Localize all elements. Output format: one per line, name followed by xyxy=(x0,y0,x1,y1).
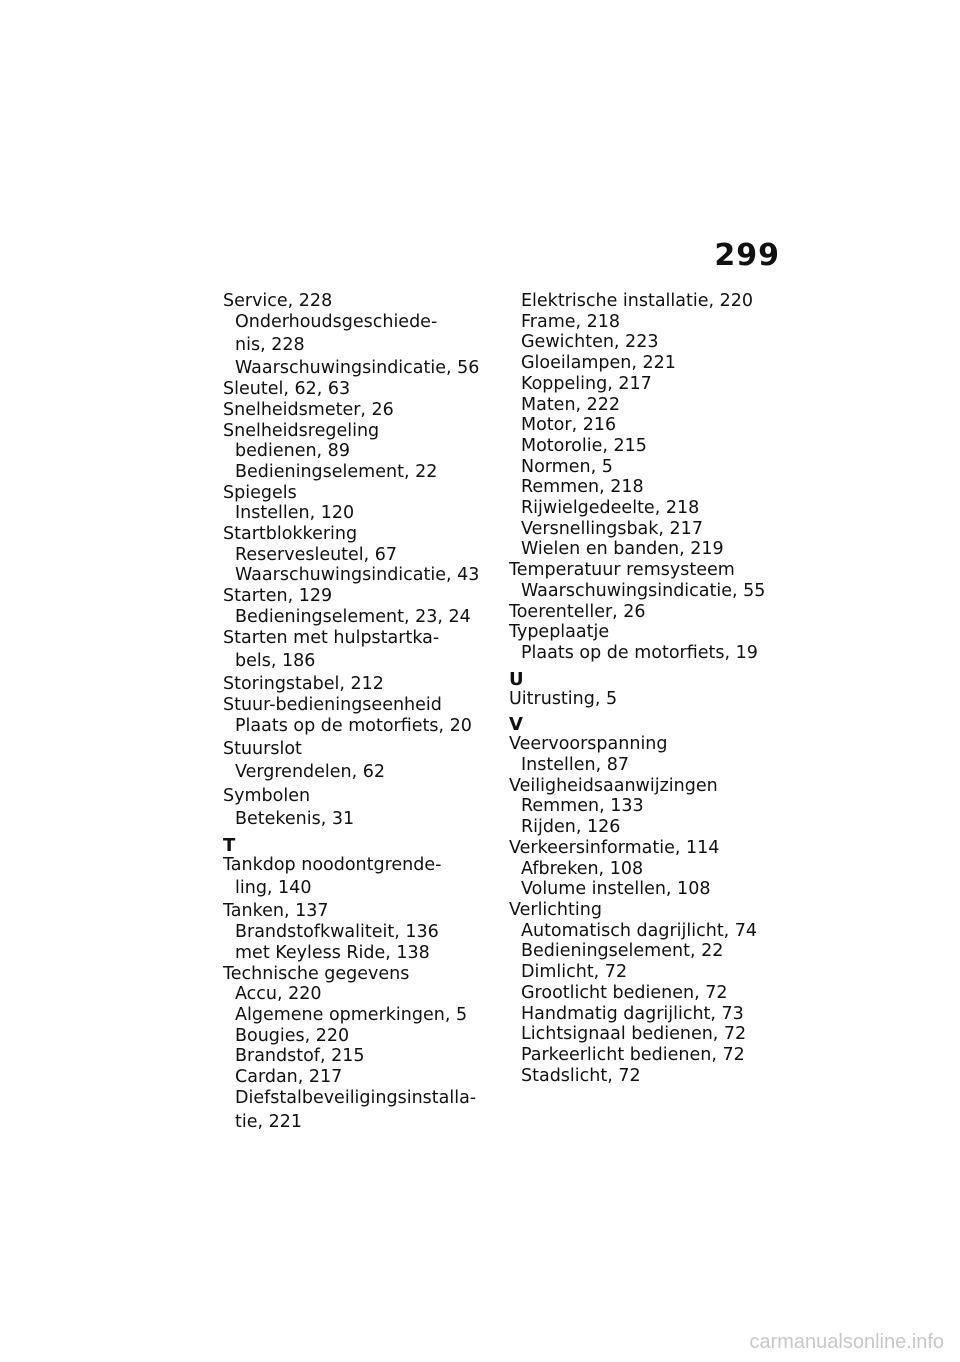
index-subentry: ling, 140 xyxy=(235,878,312,899)
index-entry: Uitrusting, 5 xyxy=(509,688,618,709)
index-subentry: met Keyless Ride, 138 xyxy=(235,942,430,963)
index-subentry: Parkeerlicht bedienen, 72 xyxy=(521,1044,745,1065)
index-column-left xyxy=(223,291,503,1135)
index-subentry: bedienen, 89 xyxy=(235,441,350,462)
index-subentry: Bougies, 220 xyxy=(235,1025,350,1046)
index-subentry: Bedieningselement, 22 xyxy=(235,461,438,482)
index-entry: Veervoorspanning xyxy=(509,734,668,755)
index-subentry: Bedieningselement, 23, 24 xyxy=(235,606,471,627)
index-entry: Sleutel, 62, 63 xyxy=(223,379,351,400)
index-subentry: Wielen en banden, 219 xyxy=(521,539,724,560)
index-entry: Verkeersinformatie, 114 xyxy=(509,837,720,858)
index-subentry: Cardan, 217 xyxy=(235,1067,343,1088)
index-subentry: Betekenis, 31 xyxy=(235,809,355,830)
index-subentry: Bedieningselement, 22 xyxy=(521,941,724,962)
index-entry: Stuurslot xyxy=(223,739,302,760)
index-subentry: Vergrendelen, 62 xyxy=(235,762,386,783)
index-subentry: Dimlicht, 72 xyxy=(521,962,628,983)
index-entry: Snelheidsregeling xyxy=(223,420,380,441)
index-subentry: Instellen, 87 xyxy=(521,755,629,776)
index-subentry: Lichtsignaal bedienen, 72 xyxy=(521,1024,747,1045)
index-subentry: Waarschuwingsindicatie, 56 xyxy=(235,358,480,379)
index-subentry: Algemene opmerkingen, 5 xyxy=(235,1004,468,1025)
index-subentry: Automatisch dagrijlicht, 74 xyxy=(521,920,758,941)
index-entry: Storingstabel, 212 xyxy=(223,674,384,695)
index-subentry: Maten, 222 xyxy=(521,394,621,415)
index-entry: Toerenteller, 26 xyxy=(509,601,646,622)
index-subentry: Accu, 220 xyxy=(235,984,322,1005)
index-subentry: Gewichten, 223 xyxy=(521,332,659,353)
index-entry: Technische gegevens xyxy=(223,963,410,984)
index-letter-heading: V xyxy=(509,714,523,736)
index-entry: Verlichting xyxy=(509,899,602,920)
index-letter-heading: T xyxy=(223,834,236,856)
index-subentry: Volume instellen, 108 xyxy=(521,879,711,900)
index-subentry: Waarschuwingsindicatie, 43 xyxy=(235,565,480,586)
index-subentry: Remmen, 218 xyxy=(521,477,644,498)
index-subentry: Koppeling, 217 xyxy=(521,373,652,394)
index-subentry: Diefstalbeveiligingsinstalla- xyxy=(235,1087,477,1108)
index-subentry: Plaats op de motorfiets, 20 xyxy=(235,715,472,736)
index-entry: Spiegels xyxy=(223,482,297,503)
index-subentry: Handmatig dagrijlicht, 73 xyxy=(521,1003,744,1024)
index-column-right xyxy=(509,291,779,1086)
index-subentry: Instellen, 120 xyxy=(235,503,355,524)
index-subentry: Frame, 218 xyxy=(521,311,621,332)
index-subentry: Brandstofkwaliteit, 136 xyxy=(235,922,439,943)
index-entry: Temperatuur remsysteem xyxy=(509,560,735,581)
index-subentry: Normen, 5 xyxy=(521,456,613,477)
index-subentry: Elektrische installatie, 220 xyxy=(521,291,754,311)
index-subentry: Brandstof, 215 xyxy=(235,1046,365,1067)
index-entry: Startblokkering xyxy=(223,524,358,545)
index-subentry: Grootlicht bedienen, 72 xyxy=(521,982,728,1003)
index-subentry: Plaats op de motorfiets, 19 xyxy=(521,642,758,663)
index-entry: Service, 228 xyxy=(223,291,333,311)
index-subentry: Rijden, 126 xyxy=(521,817,621,838)
index-subentry: Motor, 216 xyxy=(521,415,617,436)
index-subentry: Waarschuwingsindicatie, 55 xyxy=(521,580,766,601)
index-subentry: nis, 228 xyxy=(235,335,305,356)
index-subentry: Onderhoudsgeschiede- xyxy=(235,311,438,332)
index-subentry: Stadslicht, 72 xyxy=(521,1065,641,1086)
index-subentry: Motorolie, 215 xyxy=(521,435,647,456)
index-entry: Veiligheidsaanwijzingen xyxy=(509,775,718,796)
index-entry: Symbolen xyxy=(223,786,311,807)
index-subentry: Reservesleutel, 67 xyxy=(235,544,398,565)
index-entry: Stuur-bedieningseenheid xyxy=(223,694,442,715)
index-subentry: Gloeilampen, 221 xyxy=(521,353,676,374)
index-entry: Starten met hulpstartka- xyxy=(223,627,440,648)
watermark: carmanualsonline.info xyxy=(749,1331,944,1353)
index-subentry: tie, 221 xyxy=(235,1111,303,1132)
index-entry: Typeplaatje xyxy=(509,622,610,643)
index-letter-heading: U xyxy=(509,668,524,690)
index-entry: Snelheidsmeter, 26 xyxy=(223,399,394,420)
index-subentry: Afbreken, 108 xyxy=(521,858,644,879)
index-subentry: Remmen, 133 xyxy=(521,796,644,817)
index-subentry: Rijwielgedeelte, 218 xyxy=(521,498,700,519)
index-subentry: Versnellingsbak, 217 xyxy=(521,518,703,539)
index-entry: Tankdop noodontgrende- xyxy=(223,854,442,875)
index-entry: Tanken, 137 xyxy=(223,901,329,922)
index-subentry: bels, 186 xyxy=(235,651,316,672)
index-entry: Starten, 129 xyxy=(223,586,333,607)
page-number: 299 xyxy=(714,238,780,273)
